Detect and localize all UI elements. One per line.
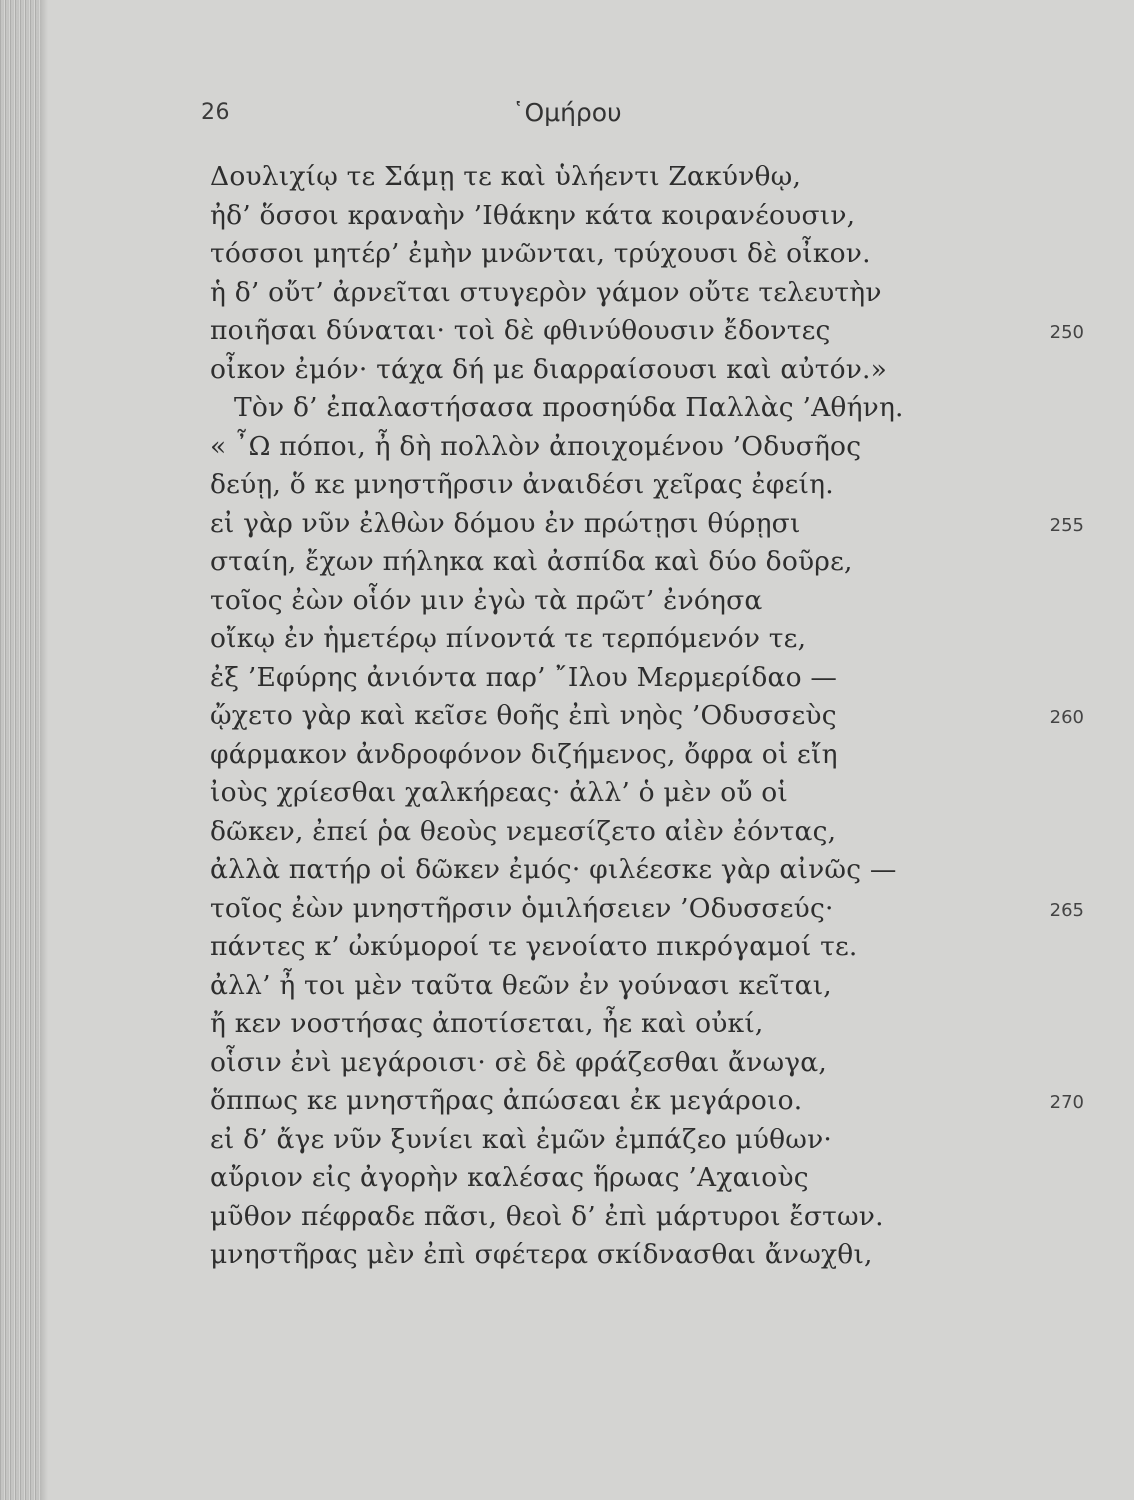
verse-line (0, 620, 1134, 659)
verse-text: ᾤχετο γὰρ καὶ κεῖσε θοῆς ἐπὶ νηὸς ’Οδυσσεὺς (210, 700, 837, 731)
verse-text: αὔριον εἰς ἀγορὴν καλέσας ἥρωας ’Αχαιοὺς (210, 1162, 809, 1193)
verse-text: εἰ δ’ ἄγε νῦν ξυνίει καὶ ἐμῶν ἐμπάζεο μύθων· (210, 1123, 833, 1155)
verse-line (0, 428, 1134, 467)
verse-text: ποιῆσαι δύναται· τοὶ δὲ φθινύθουσιν ἔδοντες (210, 315, 831, 346)
verse-line (0, 351, 1134, 390)
verse-line (0, 736, 1134, 775)
verse-line (0, 890, 1134, 929)
verse-line (0, 197, 1134, 236)
verse-line (0, 967, 1134, 1006)
verse-line (0, 466, 1134, 505)
verse-line (0, 1159, 1134, 1198)
verse-text: μνηστῆρας μὲν ἐπὶ σφέτερα σκίδνασθαι ἄνωχθι, (210, 1239, 873, 1270)
verse-text: ἠδ’ ὅσσοι κραναὴν ’Ιθάκην κάτα κοιρανέουσιν, (210, 199, 856, 231)
verse-block (0, 158, 1134, 1275)
verse-text: δεύῃ, ὅ κε μνηστῆρσιν ἀναιδέσι χεῖρας ἐφείη. (210, 469, 834, 500)
verse-text: οἷσιν ἐνὶ μεγάροισι· σὲ δὲ φράζεσθαι ἄνωγα, (210, 1046, 828, 1078)
verse-text: εἰ γὰρ νῦν ἐλθὼν δόμου ἐν πρώτῃσι θύρῃσι (210, 507, 801, 539)
verse-line (0, 582, 1134, 621)
verse-line (0, 774, 1134, 813)
verse-text: φάρμακον ἀνδροφόνον διζήμενος, ὄφρα οἱ εἴη (210, 738, 838, 770)
verse-text: ἀλλ’ ἦ τοι μὲν ταῦτα θεῶν ἐν γούνασι κεῖται, (210, 969, 832, 1001)
verse-text: Τὸν δ’ ἐπαλαστήσασα προσηύδα Παλλὰς ’Αθήνη. (234, 392, 904, 423)
verse-line (0, 389, 1134, 428)
verse-text: μῦθον πέφραδε πᾶσι, θεοὶ δ’ ἐπὶ μάρτυροι ἔστων. (210, 1200, 884, 1232)
page-number: 26 (201, 100, 230, 125)
verse-line (0, 158, 1134, 197)
verse-line (0, 1198, 1134, 1237)
verse-text: οἶκον ἐμόν· τάχα δή με διαρραίσουσι καὶ αὐτόν.» (210, 353, 888, 385)
verse-text: οἴκῳ ἐν ἡμετέρῳ πίνοντά τε τερπόμενόν τε, (210, 623, 807, 654)
verse-line (0, 928, 1134, 967)
verse-text: τοῖος ἐὼν οἷόν μιν ἐγὼ τὰ πρῶτ’ ἐνόησα (210, 584, 763, 616)
verse-line (0, 1082, 1134, 1121)
line-number: 260 (1049, 707, 1084, 728)
verse-text: ἀλλὰ πατήρ οἱ δῶκεν ἐμός· φιλέεσκε γὰρ αἰνῶς — (210, 854, 897, 885)
verse-text: τοῖος ἐὼν μνηστῆρσιν ὁμιλήσειεν ’Οδυσσεύς· (210, 892, 834, 924)
verse-text: δῶκεν, ἐπεί ῥα θεοὺς νεμεσίζετο αἰὲν ἐόντας, (210, 815, 837, 847)
verse-text: σταίη, ἔχων πήληκα καὶ ἀσπίδα καὶ δύο δοῦρε, (210, 546, 853, 577)
running-title: ῾Ομήρου (512, 98, 622, 127)
verse-text: ἤ κεν νοστήσας ἀποτίσεται, ἦε καὶ οὐκί, (210, 1008, 764, 1039)
verse-line (0, 1044, 1134, 1083)
verse-text: τόσσοι μητέρ’ ἐμὴν μνῶνται, τρύχουσι δὲ οἶκον. (210, 238, 871, 269)
line-number: 265 (1049, 899, 1084, 921)
verse-text: ἰοὺς χρίεσθαι χαλκήρεας· ἀλλ’ ὁ μὲν οὔ οἱ (210, 777, 789, 808)
verse-line (0, 813, 1134, 852)
verse-text: Δουλιχίῳ τε Σάμῃ τε καὶ ὑλήεντι Ζακύνθῳ, (210, 161, 802, 192)
verse-line (0, 235, 1134, 274)
line-number: 255 (1049, 514, 1084, 536)
verse-text: ἡ δ’ οὔτ’ ἀρνεῖται στυγερὸν γάμον οὔτε τελευτὴν (210, 276, 882, 308)
verse-line (0, 1005, 1134, 1044)
running-head (0, 96, 1134, 136)
verse-text: ὅππως κε μνηστῆρας ἀπώσεαι ἐκ μεγάροιο. (210, 1085, 803, 1116)
verse-line (0, 274, 1134, 313)
verse-text: ἐξ ’Εφύρης ἀνιόντα παρ’ ῎Ιλου Μερμερίδαο — (210, 661, 838, 693)
verse-line (0, 505, 1134, 544)
verse-line (0, 697, 1134, 736)
verse-text: « ῏Ω πόποι, ἦ δὴ πολλὸν ἀποιχομένου ’Οδυσῆος (210, 430, 862, 462)
verse-text: πάντες κ’ ὠκύμοροί τε γενοίατο πικρόγαμοί τε. (210, 931, 858, 962)
verse-line (0, 543, 1134, 582)
verse-line (0, 659, 1134, 698)
verse-line (0, 1236, 1134, 1275)
verse-line (0, 312, 1134, 351)
verse-line (0, 851, 1134, 890)
verse-line (0, 1121, 1134, 1160)
line-number: 270 (1049, 1092, 1084, 1113)
line-number: 250 (1049, 322, 1084, 343)
